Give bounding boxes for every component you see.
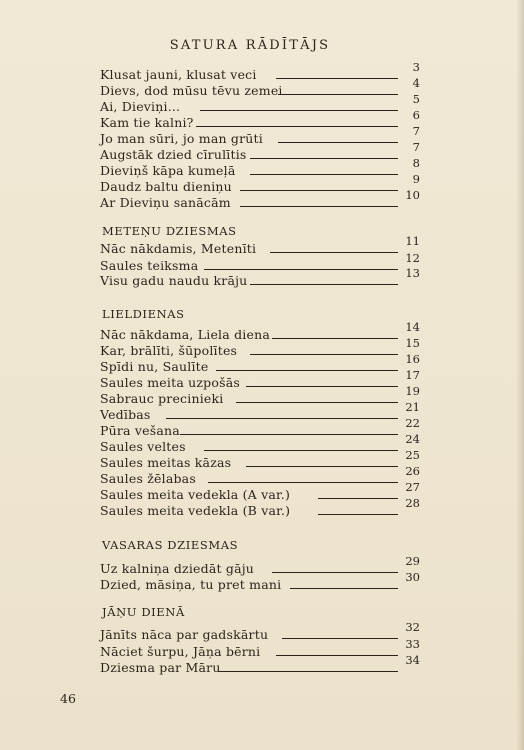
toc-entry[interactable]	[100, 60, 420, 82]
toc-entry-title: Nāc nākdamis, Metenīti	[100, 241, 257, 256]
toc-leader-line	[166, 418, 398, 419]
toc-entry-title: Saules meita vedekla (A var.)	[100, 487, 291, 502]
toc-entry-page: 8	[412, 156, 420, 170]
toc-entry[interactable]	[100, 416, 420, 438]
toc-entry[interactable]	[100, 140, 420, 162]
toc-entry[interactable]	[100, 496, 420, 518]
toc-entry-page: 14	[405, 320, 420, 334]
toc-entry-title: Uz kalniņa dziedāt gāju	[100, 561, 255, 576]
toc-entry[interactable]	[100, 637, 420, 659]
toc-leader-line	[250, 174, 398, 175]
toc-entry[interactable]	[100, 464, 420, 486]
toc-entry-title: Nāciet šurpu, Jāņa bērni	[100, 644, 261, 659]
toc-entry-page: 33	[405, 637, 420, 651]
toc-entry-page: 12	[405, 251, 420, 265]
toc-entry[interactable]	[100, 124, 420, 146]
toc-entry-title: Pūra vešana	[100, 423, 180, 438]
page-number: 46	[60, 691, 76, 706]
toc-entry[interactable]	[100, 156, 420, 178]
toc-entry-page: 25	[405, 448, 420, 462]
toc-leader-line	[196, 126, 398, 127]
toc-entry-page: 13	[405, 266, 420, 280]
toc-entry-title: Spīdi nu, Saulīte	[100, 359, 209, 374]
section-heading: JĀŅU DIENĀ	[102, 605, 185, 619]
toc-entry[interactable]	[100, 336, 420, 358]
toc-entry[interactable]	[100, 108, 420, 130]
toc-leader-line	[276, 78, 398, 79]
toc-leader-line	[240, 190, 398, 191]
toc-leader-line	[200, 110, 398, 111]
toc-entry[interactable]	[100, 653, 420, 675]
toc-entry-page: 29	[405, 554, 420, 568]
toc-entry-title: Jo man sūri, jo man grūti	[100, 131, 263, 146]
toc-entry[interactable]	[100, 554, 420, 576]
toc-leader-line	[272, 572, 398, 573]
toc-entry-page: 26	[405, 464, 420, 478]
toc-entry-page: 19	[405, 384, 420, 398]
toc-entry[interactable]	[100, 400, 420, 422]
toc-entry-title: Dzied, māsiņa, tu pret mani	[100, 577, 282, 592]
page-title: SATURA RĀDĪTĀJS	[169, 38, 331, 53]
toc-leader-line	[290, 588, 398, 589]
toc-leader-line	[250, 284, 398, 285]
toc-entry[interactable]	[100, 92, 420, 114]
toc-leader-line	[278, 94, 398, 95]
toc-entry-page: 7	[412, 124, 420, 138]
toc-leader-line	[318, 498, 398, 499]
toc-entry-title: Augstāk dzied cīrulītis	[100, 147, 247, 162]
toc-entry-title: Visu gadu naudu krāju	[100, 273, 248, 288]
toc-entry[interactable]	[100, 384, 420, 406]
toc-entry[interactable]	[100, 352, 420, 374]
toc-entry[interactable]	[100, 368, 420, 390]
toc-leader-line	[282, 638, 398, 639]
toc-leader-line	[246, 466, 398, 467]
toc-entry-page: 6	[412, 108, 420, 122]
toc-entry[interactable]	[100, 251, 420, 273]
toc-entry-title: Dieviņš kāpa kumeļā	[100, 163, 236, 178]
toc-entry-page: 4	[412, 76, 420, 90]
toc-entry[interactable]	[100, 188, 420, 210]
toc-entry-title: Nāc nākdama, Liela diena	[100, 327, 270, 342]
toc-entry-page: 30	[405, 570, 420, 584]
toc-entry-page: 3	[412, 60, 420, 74]
toc-leader-line	[208, 482, 398, 483]
toc-entry-title: Klusat jauni, klusat veci	[100, 67, 257, 82]
toc-entry[interactable]	[100, 620, 420, 642]
toc-entry-title: Dziesma par Māru	[100, 660, 221, 675]
toc-entry-page: 7	[412, 140, 420, 154]
toc-entry[interactable]	[100, 432, 420, 454]
toc-entry-page: 5	[412, 92, 420, 106]
toc-leader-line	[218, 671, 398, 672]
toc-entry[interactable]	[100, 266, 420, 288]
toc-entry-title: Saules meita uzpošās	[100, 375, 240, 390]
toc-entry-page: 21	[405, 400, 420, 414]
toc-entry-title: Sabrauc precinieki	[100, 391, 224, 406]
toc-leader-line	[246, 386, 398, 387]
toc-entry-title: Daudz baltu dieniņu	[100, 179, 232, 194]
toc-entry-page: 32	[405, 620, 420, 634]
toc-entry-page: 22	[405, 416, 420, 430]
toc-leader-line	[240, 206, 398, 207]
toc-entry-title: Saules teiksma	[100, 258, 199, 273]
toc-entry-title: Saules žēlabas	[100, 471, 196, 486]
section-heading: VASARAS DZIESMAS	[102, 538, 239, 552]
toc-entry-page: 16	[405, 352, 420, 366]
toc-entry-title: Jānīts nāca par gadskārtu	[100, 627, 269, 642]
toc-entry-page: 17	[405, 368, 420, 382]
toc-entry[interactable]	[100, 172, 420, 194]
toc-leader-line	[180, 434, 398, 435]
toc-entry[interactable]	[100, 76, 420, 98]
toc-entry-title: Vedības	[100, 407, 151, 422]
toc-entry[interactable]	[100, 234, 420, 256]
toc-leader-line	[276, 655, 398, 656]
toc-leader-line	[250, 354, 398, 355]
toc-entry-page: 10	[405, 188, 420, 202]
toc-entry[interactable]	[100, 480, 420, 502]
toc-leader-line	[236, 402, 398, 403]
toc-entry-page: 9	[412, 172, 420, 186]
toc-entry-title: Ar Dieviņu sanācām	[100, 195, 231, 210]
toc-leader-line	[216, 370, 398, 371]
toc-entry-page: 15	[405, 336, 420, 350]
toc-entry-page: 27	[405, 480, 420, 494]
toc-entry-title: Saules meita vedekla (B var.)	[100, 503, 291, 518]
toc-leader-line	[204, 450, 398, 451]
toc-entry-title: Dievs, dod mūsu tēvu zemei	[100, 83, 283, 98]
section-heading: METEŅU DZIESMAS	[102, 224, 237, 238]
toc-leader-line	[270, 252, 398, 253]
section-heading: LIELDIENAS	[102, 307, 185, 321]
toc-entry-page: 24	[405, 432, 420, 446]
toc-leader-line	[250, 158, 398, 159]
toc-entry[interactable]	[100, 448, 420, 470]
toc-leader-line	[318, 514, 398, 515]
toc-leader-line	[204, 269, 398, 270]
toc-leader-line	[272, 338, 398, 339]
toc-entry[interactable]	[100, 570, 420, 592]
toc-entry-title: Ai, Dieviņi...	[100, 99, 181, 114]
toc-entry-title: Saules veltes	[100, 439, 186, 454]
toc-entry-title: Kar, brālīti, šūpolītes	[100, 343, 238, 358]
toc-entry-title: Saules meitas kāzas	[100, 455, 232, 470]
toc-entry-page: 28	[405, 496, 420, 510]
toc-entry[interactable]	[100, 320, 420, 342]
page-edge-shadow	[516, 0, 524, 750]
toc-entry-page: 11	[405, 234, 420, 248]
toc-entry-page: 34	[405, 653, 420, 667]
toc-entry-title: Kam tie kalni?	[100, 115, 194, 130]
toc-leader-line	[278, 142, 398, 143]
